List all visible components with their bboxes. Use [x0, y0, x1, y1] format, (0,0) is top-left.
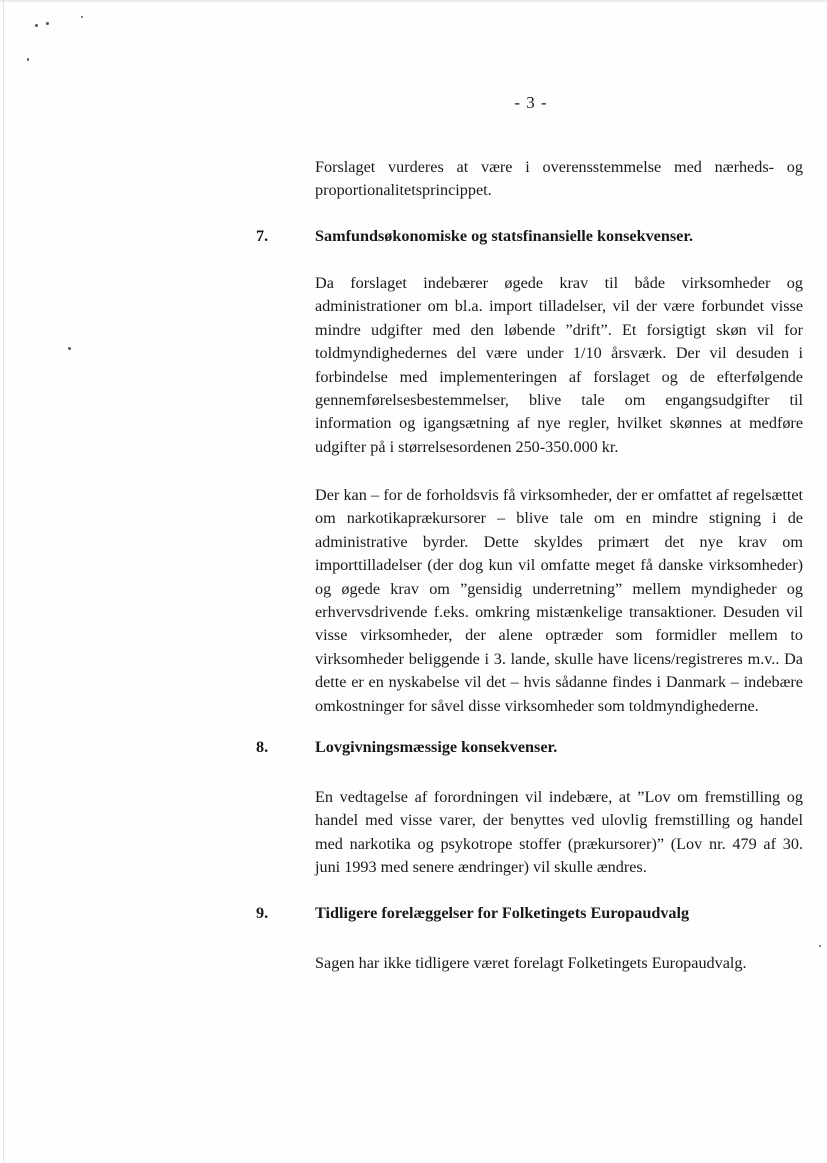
- page-number: - 3 -: [514, 93, 548, 112]
- section-paragraph: Der kan – for de forholdsvis få virksomheder, der er omfattet af regelsættet om narkotikaprækursorer – blive tale om en mindre stigning i de administrative byrder. Dette skyldes primært det nye krav om importtilladelser (der dog kun vil omfatte meget få danske virksomheder) og øgede krav om ”gensidig underretning” mellem myndigheder og erhvervsdrivende f.eks. omkring mistænkelige transaktioner. Desuden vil visse virksomheder, der alene optræder som formidler mellem to virksomheder beliggende i 3. lande, skulle have licens/registreres m.v.. Da dette er en nyskabelse vil det – hvis sådanne findes i Danmark – indebære omkostninger for såvel disse virksomheder som toldmyndighederne.: [315, 486, 803, 715]
- section-title: Tidligere forelæggelser for Folketingets Europaudvalg: [315, 904, 690, 922]
- section-title: Lovgivningsmæssige konsekvenser.: [315, 738, 558, 756]
- scan-speck: [27, 58, 29, 61]
- section-title: Samfundsøkonomiske og statsfinansielle konsekvenser.: [315, 227, 694, 245]
- section-paragraph: Da forslaget indebærer øgede krav til både virksomheder og administrationer om bl.a. import tilladelser, vil der være forbundet visse mindre udgifter med den løbende ”drift”. Et forsigtigt skøn vil for toldmyndighedernes del være under 1/10 årsværk. Der vil desuden i forbindelse med implementeringen af forslaget og de efterfølgende gennemførelsesbestemmelser, blive tale om engangsudgifter til information og igangsætning af nye regler, hvilket skønnes at medføre udgifter på i størrelsesordenen 250-350.000 kr.: [315, 274, 803, 456]
- scan-speck: [35, 24, 38, 27]
- page-left-edge: [3, 0, 4, 1163]
- intro-paragraph: Forslaget vurderes at være i overensstemmelse med nærheds- og proportionalitetsprincippet.: [315, 158, 803, 200]
- page-top-edge: [0, 0, 827, 2]
- scan-speck: [819, 945, 821, 947]
- section-paragraph: En vedtagelse af forordningen vil indebære, at ”Lov om fremstilling og handel med visse varer, der benyttes ved ulovlig fremstilling og handel med narkotika og psykotrope stoffer (prækursorer)” (Lov nr. 479 af 30. juni 1993 med senere ændringer) vil skulle ændres.: [315, 788, 803, 877]
- section-paragraph: Sagen har ikke tidligere været forelagt Folketingets Europaudvalg.: [315, 954, 747, 972]
- scan-speck: [81, 16, 83, 18]
- scan-speck: [46, 22, 49, 25]
- section-number: 8.: [256, 738, 269, 756]
- scan-speck: [68, 347, 71, 350]
- section-number: 7.: [256, 227, 269, 245]
- section-number: 9.: [256, 904, 269, 922]
